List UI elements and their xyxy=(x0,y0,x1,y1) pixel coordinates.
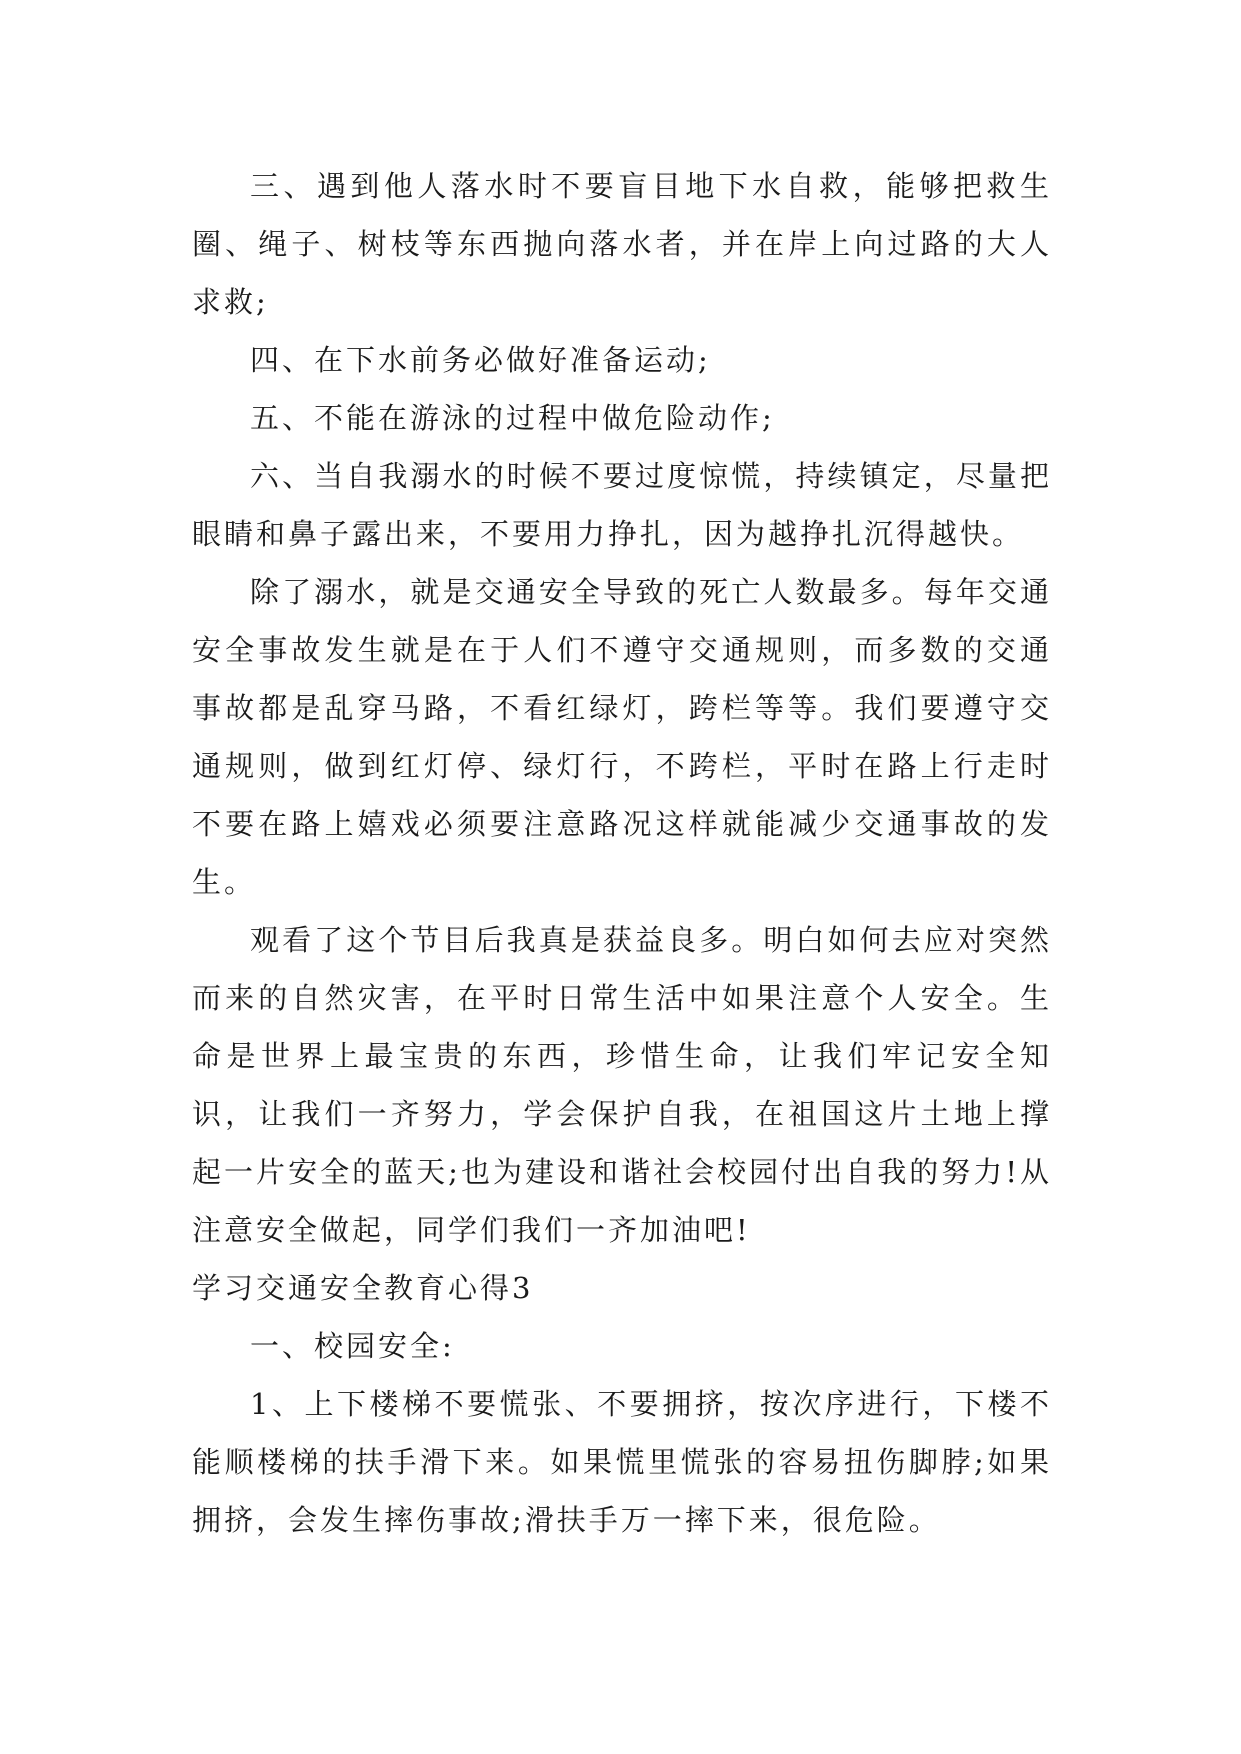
document-body xyxy=(192,157,1052,1549)
paragraph-stairs: 1、上下楼梯不要慌张、不要拥挤，按次序进行，下楼不能顺楼梯的扶手滑下来。如果慌里慌张的容易扭伤脚脖;如果拥挤，会发生摔伤事故;滑扶手万一摔下来，很危险。 xyxy=(192,1387,1052,1537)
paragraph-warmup: 四、在下水前务必做好准备运动; xyxy=(250,343,711,377)
paragraph-campus-safety: 一、校园安全: xyxy=(250,1329,455,1363)
paragraph-rescue: 三、遇到他人落水时不要盲目地下水自救，能够把救生圈、绳子、树枝等东西抛向落水者，并在岸上向过路的大人求救; xyxy=(192,169,1052,319)
paragraph-no-danger: 五、不能在游泳的过程中做危险动作; xyxy=(250,401,775,435)
paragraph-self-drowning: 六、当自我溺水的时候不要过度惊慌，持续镇定，尽量把眼睛和鼻子露出来，不要用力挣扎，因为越挣扎沉得越快。 xyxy=(192,459,1052,551)
paragraph-traffic: 除了溺水，就是交通安全导致的死亡人数最多。每年交通安全事故发生就是在于人们不遵守交通规则，而多数的交通事故都是乱穿马路，不看红绿灯，跨栏等等。我们要遵守交通规则，做到红灯停、绿灯行，不跨栏，平时在路上行走时不要在路上嬉戏必须要注意路况这样就能减少交通事故的发生。 xyxy=(192,575,1052,899)
paragraph-reflection: 观看了这个节目后我真是获益良多。明白如何去应对突然而来的自然灾害，在平时日常生活中如果注意个人安全。生命是世界上最宝贵的东西，珍惜生命，让我们牢记安全知识，让我们一齐努力，学会保护自我，在祖国这片土地上撑起一片安全的蓝天;也为建设和谐社会校园付出自我的努力!从注意安全做起，同学们我们一齐加油吧! xyxy=(192,923,1052,1247)
section-title: 学习交通安全教育心得3 xyxy=(192,1271,534,1305)
